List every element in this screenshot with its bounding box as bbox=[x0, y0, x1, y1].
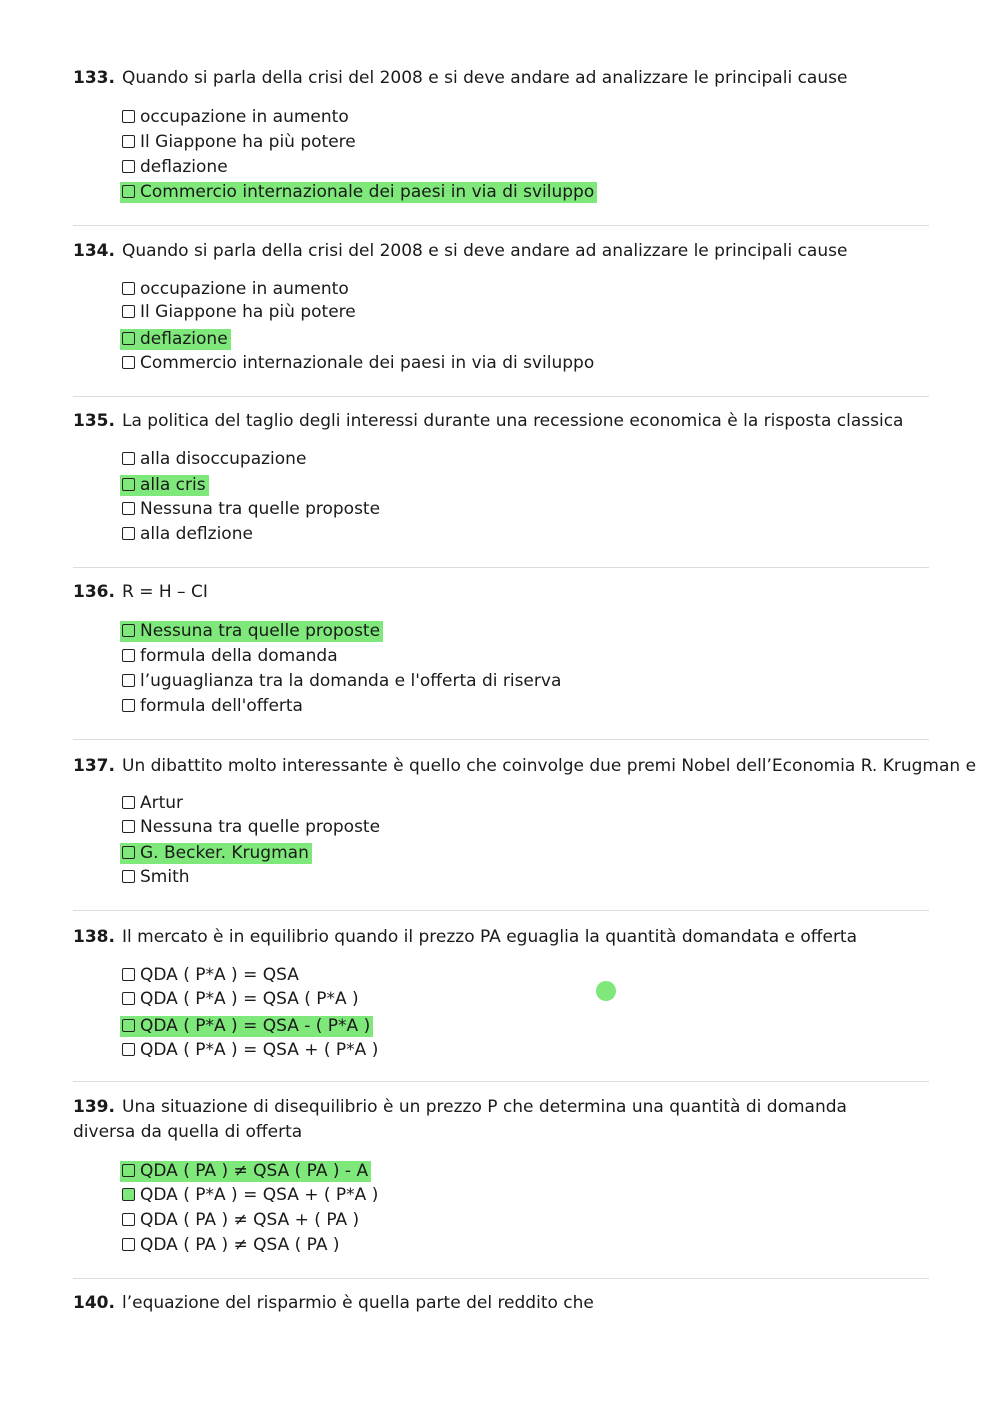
option-item[interactable] bbox=[120, 793, 186, 814]
option-item[interactable] bbox=[120, 107, 352, 128]
question-header bbox=[73, 580, 929, 605]
checkbox-icon[interactable] bbox=[122, 110, 135, 123]
option-label: alla disoccupazione bbox=[140, 449, 307, 469]
option-item[interactable] bbox=[120, 867, 193, 888]
option-label: QDA ( P*A ) = QSA - ( P*A ) bbox=[140, 1016, 371, 1036]
checkbox-icon[interactable] bbox=[122, 1238, 135, 1251]
option-item[interactable] bbox=[120, 1210, 362, 1231]
option-item[interactable] bbox=[120, 817, 383, 838]
option-label: occupazione in aumento bbox=[140, 107, 349, 127]
option-label: Artur bbox=[140, 793, 184, 813]
checkbox-icon[interactable] bbox=[122, 870, 135, 883]
checkbox-icon[interactable] bbox=[122, 452, 135, 465]
divider bbox=[73, 910, 929, 911]
question-header bbox=[73, 409, 929, 434]
checkbox-icon[interactable] bbox=[122, 1188, 135, 1201]
checkbox-icon[interactable] bbox=[122, 305, 135, 318]
checkbox-icon[interactable] bbox=[122, 527, 135, 540]
option-label: Nessuna tra quelle proposte bbox=[140, 499, 381, 519]
option-item-highlighted[interactable] bbox=[120, 1016, 373, 1037]
checkbox-icon[interactable] bbox=[122, 185, 135, 198]
option-label: Commercio internazionale dei paesi in via di sviluppo bbox=[140, 353, 595, 373]
option-label: Il Giappone ha più potere bbox=[140, 302, 356, 322]
option-label: QDA ( PA ) ≠ QSA ( PA ) - A bbox=[140, 1161, 369, 1181]
question-number: 139. bbox=[73, 1097, 115, 1117]
question-header bbox=[73, 1291, 929, 1316]
option-item[interactable] bbox=[120, 157, 231, 178]
option-item[interactable] bbox=[120, 1040, 381, 1061]
option-item[interactable] bbox=[120, 671, 564, 692]
option-label: QDA ( PA ) ≠ QSA + ( PA ) bbox=[140, 1210, 360, 1230]
question-header bbox=[73, 1095, 893, 1145]
option-label: Nessuna tra quelle proposte bbox=[140, 621, 381, 641]
checkbox-icon[interactable] bbox=[122, 160, 135, 173]
option-label: Commercio internazionale dei paesi in via di sviluppo bbox=[140, 182, 595, 202]
checkbox-icon[interactable] bbox=[122, 1213, 135, 1226]
question-header bbox=[73, 925, 929, 950]
divider bbox=[73, 567, 929, 568]
option-item-highlighted[interactable] bbox=[120, 621, 383, 642]
option-item[interactable] bbox=[120, 989, 362, 1010]
checkbox-icon[interactable] bbox=[122, 1019, 135, 1032]
question-number: 133. bbox=[73, 68, 115, 88]
question-number: 134. bbox=[73, 241, 115, 261]
checkbox-icon[interactable] bbox=[122, 699, 135, 712]
divider bbox=[73, 1278, 929, 1279]
question-number: 137. bbox=[73, 756, 115, 776]
option-label: G. Becker. Krugman bbox=[140, 843, 309, 863]
question-text: Quando si parla della crisi del 2008 e si deve andare ad analizzare le principali cause bbox=[122, 68, 848, 88]
question-134 bbox=[73, 239, 929, 373]
option-label: Smith bbox=[140, 867, 190, 887]
checkbox-icon[interactable] bbox=[122, 846, 135, 859]
question-138 bbox=[73, 925, 929, 1060]
option-item[interactable] bbox=[120, 524, 256, 545]
divider bbox=[73, 225, 929, 226]
option-label: deflazione bbox=[140, 157, 228, 177]
option-label: QDA ( P*A ) = QSA bbox=[140, 965, 299, 985]
question-133 bbox=[73, 66, 929, 202]
checkbox-icon[interactable] bbox=[122, 992, 135, 1005]
question-header bbox=[73, 66, 929, 91]
checkbox-icon[interactable] bbox=[122, 968, 135, 981]
checkbox-icon[interactable] bbox=[122, 282, 135, 295]
divider bbox=[73, 1081, 929, 1082]
question-139 bbox=[73, 1095, 929, 1255]
question-137 bbox=[73, 754, 977, 887]
question-text: R = H – CI bbox=[122, 582, 208, 602]
checkbox-icon[interactable] bbox=[122, 1043, 135, 1056]
option-item[interactable] bbox=[120, 132, 359, 153]
checkbox-icon[interactable] bbox=[122, 502, 135, 515]
question-135 bbox=[73, 409, 929, 544]
question-number: 140. bbox=[73, 1293, 115, 1313]
question-text: Il mercato è in equilibrio quando il prezzo PA eguaglia la quantità domandata e offerta bbox=[122, 927, 858, 947]
question-text: Una situazione di disequilibrio è un prezzo P che determina una quantità di domanda diversa da quella di offerta bbox=[73, 1097, 847, 1142]
question-header bbox=[73, 754, 977, 779]
option-item-highlighted[interactable] bbox=[120, 1161, 371, 1182]
question-number: 135. bbox=[73, 411, 115, 431]
option-item[interactable] bbox=[120, 279, 352, 300]
highlight-dot bbox=[596, 981, 616, 1001]
option-item[interactable] bbox=[120, 499, 383, 520]
question-header bbox=[73, 239, 929, 264]
option-label: occupazione in aumento bbox=[140, 279, 349, 299]
divider bbox=[73, 739, 929, 740]
option-label: QDA ( P*A ) = QSA + ( P*A ) bbox=[140, 1040, 379, 1060]
option-item-highlighted[interactable] bbox=[120, 329, 231, 350]
option-item[interactable] bbox=[120, 353, 597, 374]
checkbox-icon[interactable] bbox=[122, 478, 135, 491]
checkbox-icon[interactable] bbox=[122, 649, 135, 662]
question-text: Un dibattito molto interessante è quello che coinvolge due premi Nobel dell’Economia R. Krugman e bbox=[122, 756, 977, 776]
option-label: QDA ( P*A ) = QSA + ( P*A ) bbox=[140, 1185, 379, 1205]
option-label: Nessuna tra quelle proposte bbox=[140, 817, 381, 837]
option-item[interactable] bbox=[120, 302, 359, 323]
option-label: QDA ( P*A ) = QSA ( P*A ) bbox=[140, 989, 359, 1009]
option-label: deflazione bbox=[140, 329, 228, 349]
option-label: formula dell'offerta bbox=[140, 696, 303, 716]
checkbox-icon[interactable] bbox=[122, 332, 135, 345]
question-136 bbox=[73, 580, 929, 716]
option-item[interactable] bbox=[120, 1185, 381, 1206]
option-item-highlighted[interactable] bbox=[120, 843, 312, 864]
option-label: alla deflzione bbox=[140, 524, 253, 544]
checkbox-icon[interactable] bbox=[122, 624, 135, 637]
question-140 bbox=[73, 1291, 929, 1316]
checkbox-icon[interactable] bbox=[122, 820, 135, 833]
question-number: 138. bbox=[73, 927, 115, 947]
option-item-highlighted[interactable] bbox=[120, 475, 209, 496]
checkbox-icon[interactable] bbox=[122, 796, 135, 809]
option-item[interactable] bbox=[120, 646, 341, 667]
option-label: alla cris bbox=[140, 475, 206, 495]
option-label: l’uguaglianza tra la domanda e l'offerta di riserva bbox=[140, 671, 562, 691]
option-item[interactable] bbox=[120, 449, 309, 470]
option-item[interactable] bbox=[120, 965, 302, 986]
question-text: La politica del taglio degli interessi durante una recessione economica è la risposta classica bbox=[122, 411, 904, 431]
option-label: QDA ( PA ) ≠ QSA ( PA ) bbox=[140, 1235, 340, 1255]
checkbox-icon[interactable] bbox=[122, 1164, 135, 1177]
question-text: l’equazione del risparmio è quella parte del reddito che bbox=[122, 1293, 594, 1313]
option-item-highlighted[interactable] bbox=[120, 182, 597, 203]
option-item[interactable] bbox=[120, 1235, 343, 1256]
option-label: Il Giappone ha più potere bbox=[140, 132, 356, 152]
option-item[interactable] bbox=[120, 696, 306, 717]
question-number: 136. bbox=[73, 582, 115, 602]
checkbox-icon[interactable] bbox=[122, 674, 135, 687]
question-text: Quando si parla della crisi del 2008 e si deve andare ad analizzare le principali cause bbox=[122, 241, 848, 261]
option-label: formula della domanda bbox=[140, 646, 338, 666]
checkbox-icon[interactable] bbox=[122, 135, 135, 148]
divider bbox=[73, 396, 929, 397]
checkbox-icon[interactable] bbox=[122, 356, 135, 369]
